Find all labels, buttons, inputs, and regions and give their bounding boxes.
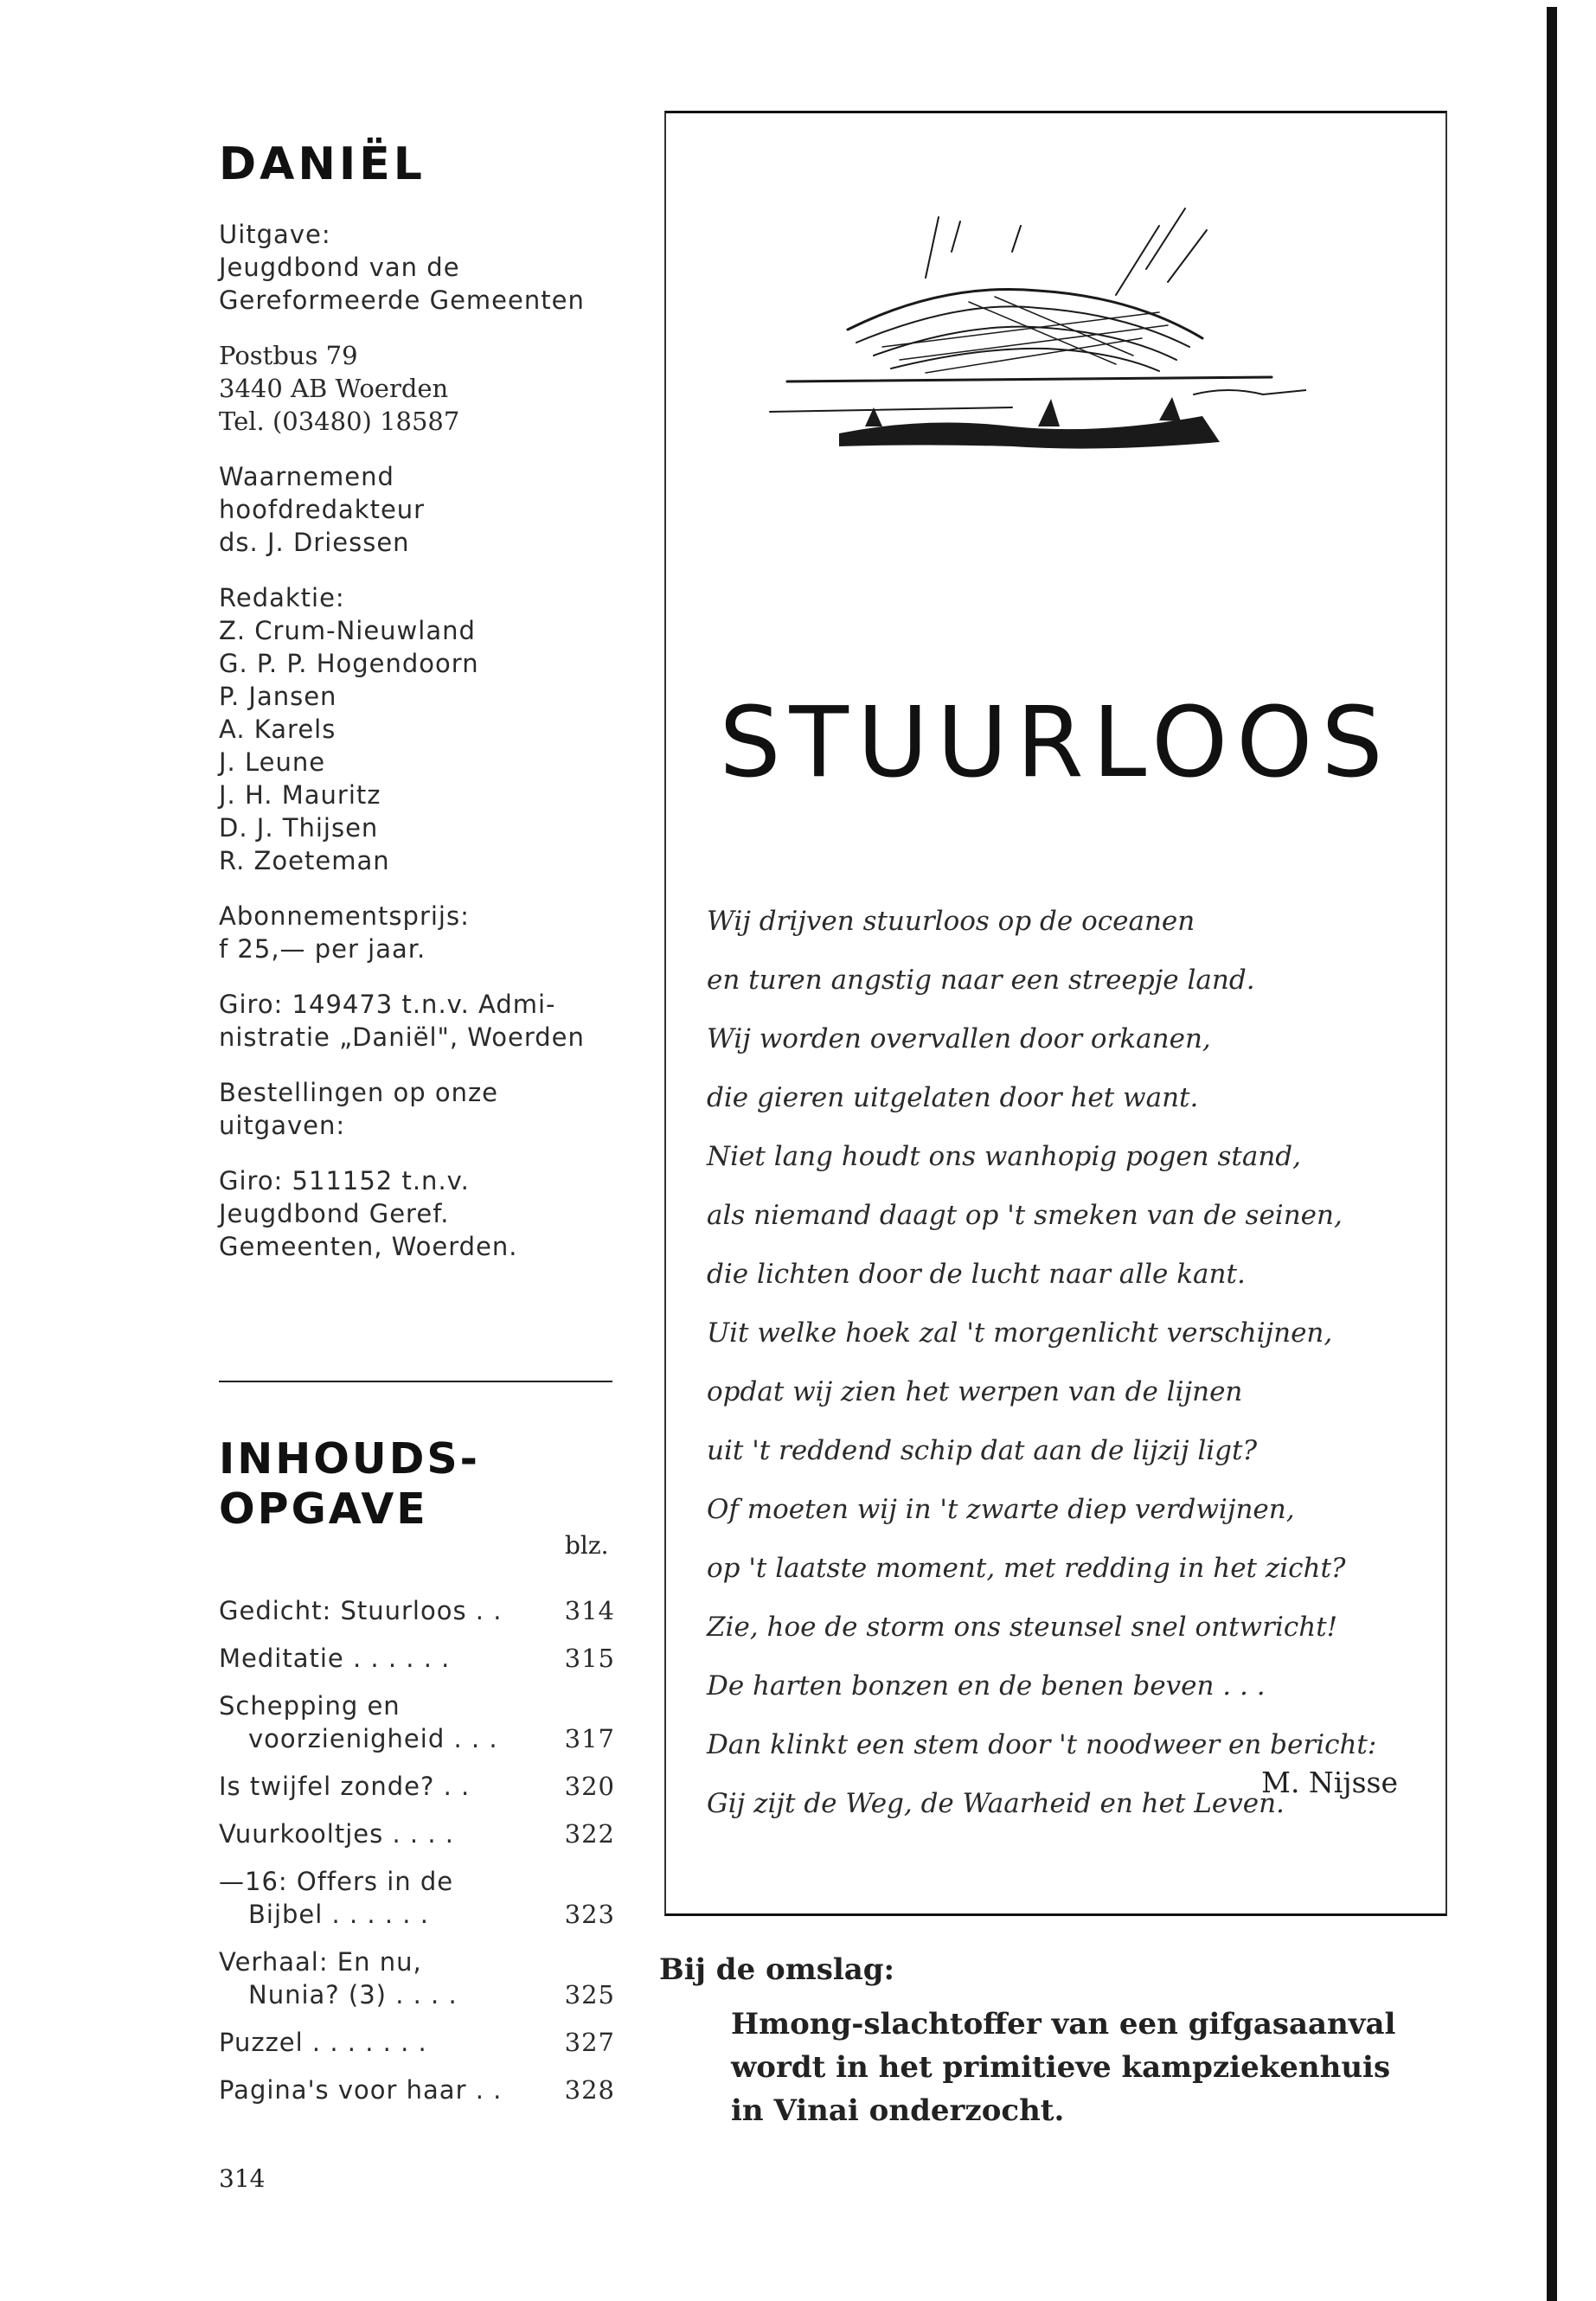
poem-line: als niemand daagt op 't smeken van de seinen,: [707, 1200, 1343, 1231]
poem-title: STUURLOOS: [719, 687, 1392, 799]
staff-member: D. J. Thijsen: [219, 813, 379, 843]
toc-item-text: Nunia? (3) . . . .: [248, 1980, 458, 2009]
staff-member: R. Zoeteman: [219, 846, 390, 875]
toc-title-line: OPGAVE: [219, 1484, 428, 1534]
toc-item: [219, 1817, 625, 1850]
poem-line: De harten bonzen en de benen beven . . .: [707, 1670, 1266, 1702]
poem-line: opdat wij zien het werpen van de lijnen: [707, 1376, 1243, 1407]
toc-item-text: Verhaal: En nu,: [219, 1947, 422, 1977]
page-edge-rule: [1547, 7, 1557, 2301]
giro-line: Giro: 511152 t.n.v.: [219, 1166, 470, 1195]
publisher-line: Gereformeerde Gemeenten: [219, 285, 585, 315]
cover-caption-heading: Bij de omslag:: [659, 1952, 895, 1987]
page-number: 314: [219, 2164, 266, 2193]
giro-line: nistratie „Daniël", Woerden: [219, 1022, 585, 1052]
toc-title-line: INHOUDS-: [219, 1434, 480, 1484]
poem-line: Wij drijven stuurloos op de oceanen: [707, 906, 1195, 937]
toc-item-text: Pagina's voor haar . .: [219, 2075, 503, 2105]
toc-item: [219, 1945, 625, 2011]
toc-item-page: 327: [564, 2028, 615, 2057]
stormy-sea-illustration: [753, 200, 1306, 459]
poem-author: M. Nijsse: [1261, 1766, 1398, 1799]
toc-item-page: 317: [564, 1724, 615, 1753]
toc-item-text: Schepping en: [219, 1691, 401, 1721]
toc-item: [219, 1865, 625, 1931]
toc-item-text: Meditatie . . . . . .: [219, 1644, 451, 1673]
publisher-line: Jeugdbond van de: [219, 253, 460, 282]
poem-line: Uit welke hoek zal 't morgenlicht verschijnen,: [707, 1317, 1333, 1349]
address-line: Postbus 79: [219, 341, 358, 370]
poem-line: uit 't reddend schip dat aan de lijzij ligt?: [707, 1435, 1258, 1466]
table-of-contents: [219, 1594, 625, 2121]
poem-line: en turen angstig naar een streepje land.: [707, 965, 1255, 996]
cover-caption-line: in Vinai onderzocht.: [731, 2093, 1065, 2128]
toc-item-page: 314: [564, 1596, 615, 1625]
toc-item-page: 315: [564, 1644, 615, 1673]
giro-line: Jeugdbond Geref.: [219, 1199, 450, 1228]
toc-title: [219, 1434, 582, 1535]
toc-item-text: —16: Offers in de: [219, 1867, 454, 1896]
toc-item-page: 328: [564, 2075, 615, 2105]
colophon: [219, 138, 625, 1285]
giro-line: Gemeenten, Woerden.: [219, 1232, 518, 1261]
section-divider: [219, 1381, 612, 1382]
toc-item-text: voorzienigheid . . .: [248, 1724, 498, 1753]
poem-line: die gieren uitgelaten door het want.: [707, 1082, 1199, 1113]
orders-block: [219, 1076, 625, 1142]
editor-label: Waarnemend: [219, 462, 394, 491]
toc-item-text: Bijbel . . . . . .: [248, 1900, 429, 1929]
cover-caption-line: wordt in het primitieve kampziekenhuis: [731, 2050, 1391, 2085]
subscription-block: [219, 900, 625, 965]
toc-item-text: Vuurkooltjes . . . .: [219, 1819, 454, 1849]
publisher-block: [219, 218, 625, 317]
poem-line: Of moeten wij in 't zwarte diep verdwijnen,: [707, 1494, 1295, 1525]
editor-label: hoofdredakteur: [219, 495, 426, 524]
address-line: Tel. (03480) 18587: [219, 407, 460, 436]
poem-line: Niet lang houdt ons wanhopig pogen stand,: [707, 1141, 1301, 1172]
toc-item: [219, 1689, 625, 1755]
editor-name: ds. J. Driessen: [219, 528, 410, 557]
poem-line: die lichten door de lucht naar alle kant.: [707, 1259, 1246, 1290]
poem-line: Wij worden overvallen door orkanen,: [707, 1023, 1211, 1054]
toc-item-text: Is twijfel zonde? . .: [219, 1772, 471, 1801]
publisher-label: Uitgave:: [219, 220, 331, 249]
poem-box: [664, 111, 1447, 1916]
editor-block: [219, 460, 625, 559]
subscription-label: Abonnementsprijs:: [219, 901, 470, 931]
giro-orders-block: [219, 1164, 625, 1263]
toc-item: [219, 2073, 625, 2106]
staff-member: J. Leune: [219, 747, 326, 777]
toc-page-column-label: blz.: [565, 1531, 609, 1560]
toc-item-page: 325: [564, 1980, 615, 2009]
staff-member: Z. Crum-Nieuwland: [219, 616, 476, 645]
toc-item: [219, 1770, 625, 1803]
toc-item: [219, 2026, 625, 2059]
giro-line: Giro: 149473 t.n.v. Admi-: [219, 990, 556, 1019]
masthead-title: DANIËL: [219, 138, 426, 190]
poem-line: Zie, hoe de storm ons steunsel snel ontwricht!: [707, 1612, 1338, 1643]
toc-item-page: 322: [564, 1819, 615, 1849]
cover-caption: [731, 2003, 1509, 2132]
address-line: 3440 AB Woerden: [219, 374, 449, 403]
staff-member: J. H. Mauritz: [219, 780, 381, 810]
staff-member: G. P. P. Hogendoorn: [219, 649, 479, 678]
address-block: [219, 339, 625, 438]
orders-line: Bestellingen op onze: [219, 1078, 499, 1107]
staff-member: A. Karels: [219, 715, 337, 744]
staff-block: [219, 581, 625, 877]
toc-item-text: Puzzel . . . . . . .: [219, 2028, 427, 2057]
staff-label: Redaktie:: [219, 583, 345, 612]
poem-text: [707, 892, 1433, 1833]
toc-item: [219, 1642, 625, 1675]
toc-item: [219, 1594, 625, 1627]
staff-member: P. Jansen: [219, 682, 337, 711]
subscription-price: f 25,— per jaar.: [219, 934, 426, 964]
toc-item-page: 323: [564, 1900, 615, 1929]
cover-caption-line: Hmong-slachtoffer van een gifgasaanval: [731, 2007, 1396, 2041]
poem-line: op 't laatste moment, met redding in het zicht?: [707, 1553, 1346, 1584]
toc-item-page: 320: [564, 1772, 615, 1801]
giro-admin-block: [219, 988, 625, 1054]
poem-line: Dan klinkt een stem door 't noodweer en bericht:: [707, 1729, 1377, 1760]
poem-line: Gij zijt de Weg, de Waarheid en het Leven.: [707, 1788, 1285, 1819]
orders-line: uitgaven:: [219, 1111, 346, 1140]
toc-item-text: Gedicht: Stuurloos . .: [219, 1596, 503, 1625]
